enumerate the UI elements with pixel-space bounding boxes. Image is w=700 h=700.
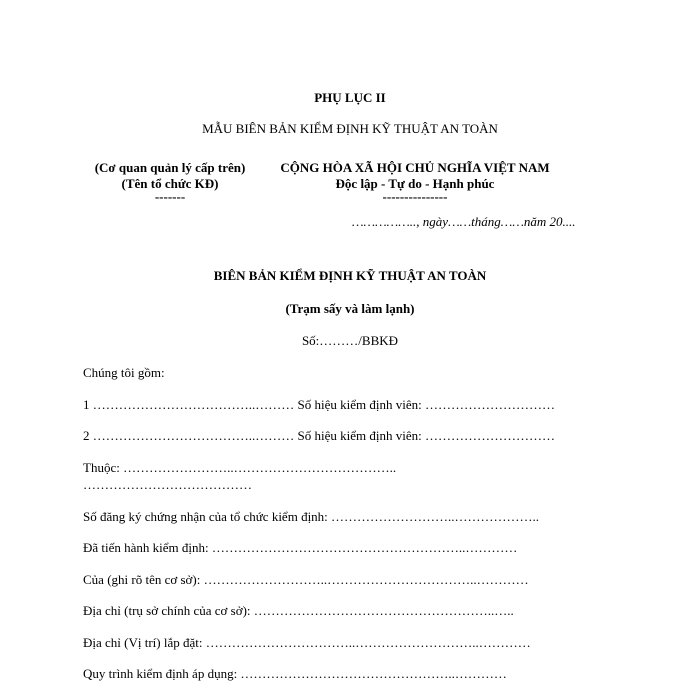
national-motto: Độc lập - Tự do - Hạnh phúc <box>335 176 495 191</box>
record-title: BIÊN BẢN KIỂM ĐỊNH KỸ THUẬT AN TOÀN <box>213 268 487 283</box>
member-2-line: 2 ………………………………..……… Số hiệu kiểm định viên: ………………………… <box>83 428 555 443</box>
parent-agency: (Cơ quan quản lý cấp trên) <box>94 160 246 175</box>
record-subtitle: (Trạm sấy và làm lạnh) <box>285 301 415 316</box>
install-address-line: Địa chỉ (Vị trí) lắp đặt: ……………………………..………………………..………… <box>83 635 531 650</box>
belongs-to-line: Thuộc: ……………………..……………………………….. <box>83 460 397 475</box>
conducted-line: Đã tiến hành kiểm định: …………………………………………………..………… <box>83 540 518 555</box>
date-line: …………….., ngày……tháng……năm 20.... <box>352 214 576 229</box>
national-header <box>265 160 565 202</box>
owner-line: Của (ghi rõ tên cơ sở): ………………………..……………………………..………… <box>83 572 529 587</box>
record-number: Số:………/BBKĐ <box>301 333 399 348</box>
belongs-to-continuation: ………………………………… <box>83 477 252 492</box>
members-intro: Chúng tôi gồm: <box>83 365 165 380</box>
hq-address-line: Địa chỉ (trụ sở chính của cơ sở): ………………………………………………..….. <box>83 603 514 618</box>
appendix-heading: PHỤ LỤC II <box>314 90 386 105</box>
agency-rule: ------- <box>154 189 186 204</box>
country-name: CỘNG HÒA XÃ HỘI CHỦ NGHĨA VIỆT NAM <box>280 160 550 175</box>
form-title: MẪU BIÊN BẢN KIỂM ĐỊNH KỸ THUẬT AN TOÀN <box>202 121 498 136</box>
registration-line: Số đăng ký chứng nhận của tổ chức kiểm định: ………………………..……………….. <box>83 509 540 524</box>
procedure-line: Quy trình kiểm định áp dụng: …………………………………………..………… <box>83 666 507 681</box>
motto-rule: --------------- <box>382 189 448 204</box>
member-1-line: 1 ………………………………..……… Số hiệu kiểm định viên: ………………………… <box>83 397 555 412</box>
agency-block <box>85 160 255 202</box>
inspection-org: (Tên tổ chức KĐ) <box>121 176 219 191</box>
